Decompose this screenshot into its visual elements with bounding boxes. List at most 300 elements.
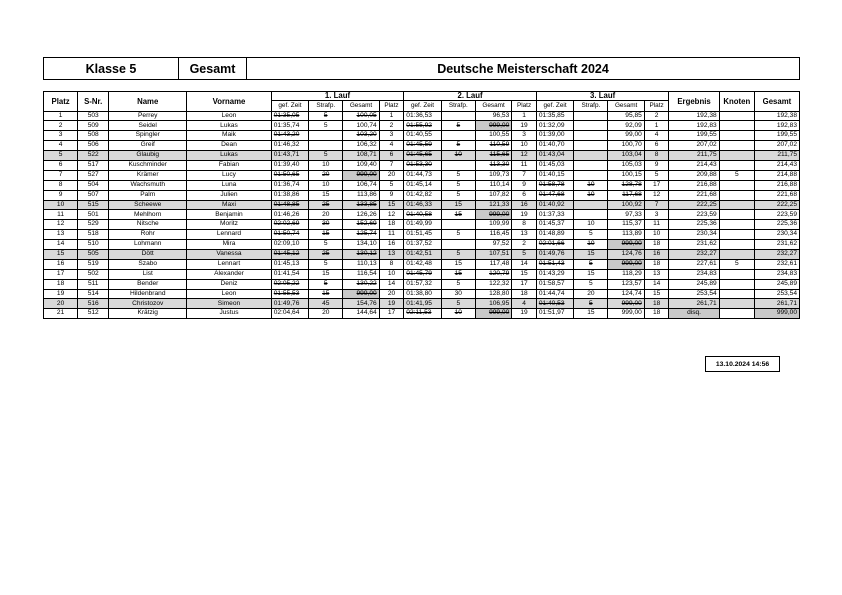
cell-platz-lauf-1: 19 <box>379 299 404 309</box>
cell-ergebnis: 222,25 <box>669 200 719 210</box>
cell-vorname: Vanessa <box>187 249 271 259</box>
cell-snr: 511 <box>78 279 109 289</box>
cell-strafp-lauf-3 <box>574 151 608 161</box>
cell-vorname: Dean <box>187 141 271 151</box>
cell-name: Palm <box>109 190 187 200</box>
cell-gesamt-lauf-1: 126,26 <box>343 210 379 220</box>
cell-knoten <box>719 190 754 200</box>
cell-platz: 15 <box>44 249 78 259</box>
subheader-strafp-lauf-2: Strafp. <box>441 100 475 111</box>
cell-zeit-lauf-3: 01:58,57 <box>536 279 573 289</box>
cell-name: Szabo <box>109 259 187 269</box>
cell-snr: 512 <box>78 309 109 319</box>
cell-knoten: 5 <box>719 170 754 180</box>
cell-strafp-lauf-2 <box>441 160 475 170</box>
cell-gesamt-lauf-3: 95,85 <box>608 111 644 121</box>
table-row <box>44 249 800 259</box>
cell-gesamt: 207,02 <box>754 141 799 151</box>
cell-vorname: Luna <box>187 180 271 190</box>
cell-knoten <box>719 151 754 161</box>
cell-platz: 19 <box>44 289 78 299</box>
cell-platz-lauf-1: 16 <box>379 240 404 250</box>
cell-vorname: Lucy <box>187 170 271 180</box>
cell-gesamt-lauf-3: 999,00 <box>608 309 644 319</box>
cell-knoten <box>719 141 754 151</box>
cell-strafp-lauf-3: 10 <box>574 220 608 230</box>
cell-vorname: Deniz <box>187 279 271 289</box>
cell-zeit-lauf-3: 01:37,33 <box>536 210 573 220</box>
cell-vorname: Benjamin <box>187 210 271 220</box>
cell-knoten <box>719 200 754 210</box>
cell-strafp-lauf-1: 10 <box>309 180 343 190</box>
cell-platz-lauf-1: 18 <box>379 220 404 230</box>
cell-zeit-lauf-2: 01:40,58 <box>404 210 441 220</box>
cell-vorname: Lukas <box>187 121 271 131</box>
cell-zeit-lauf-3: 01:43,04 <box>536 151 573 161</box>
cell-gesamt-lauf-2: 122,32 <box>475 279 511 289</box>
cell-zeit-lauf-3: 01:32,09 <box>536 121 573 131</box>
cell-platz: 18 <box>44 279 78 289</box>
cell-strafp-lauf-1: 15 <box>309 190 343 200</box>
cell-zeit-lauf-3: 01:48,89 <box>536 230 573 240</box>
cell-strafp-lauf-3: 10 <box>574 180 608 190</box>
cell-strafp-lauf-1: 10 <box>309 160 343 170</box>
cell-zeit-lauf-1: 02:09,10 <box>271 240 308 250</box>
cell-platz: 7 <box>44 170 78 180</box>
cell-gesamt-lauf-3: 100,92 <box>608 200 644 210</box>
cell-strafp-lauf-1: 25 <box>309 249 343 259</box>
cell-snr: 503 <box>78 111 109 121</box>
cell-zeit-lauf-3: 01:40,15 <box>536 170 573 180</box>
cell-gesamt-lauf-2: 110,14 <box>475 180 511 190</box>
cell-gesamt-lauf-1: 130,12 <box>343 249 379 259</box>
cell-platz-lauf-2: 17 <box>512 279 537 289</box>
cell-gesamt-lauf-3: 999,00 <box>608 240 644 250</box>
cell-strafp-lauf-2: 5 <box>441 190 475 200</box>
cell-name: Krämer <box>109 170 187 180</box>
cell-platz-lauf-3: 6 <box>644 141 669 151</box>
table-row <box>44 210 800 220</box>
cell-strafp-lauf-1 <box>309 141 343 151</box>
cell-strafp-lauf-2: 10 <box>441 309 475 319</box>
cell-platz: 1 <box>44 111 78 121</box>
subheader-gesamt-lauf-3: Gesamt <box>608 100 644 111</box>
cell-gesamt: 192,83 <box>754 121 799 131</box>
cell-platz: 3 <box>44 131 78 141</box>
cell-strafp-lauf-2: 5 <box>441 180 475 190</box>
cell-gesamt-lauf-2: 106,95 <box>475 299 511 309</box>
cell-snr: 501 <box>78 210 109 220</box>
cell-strafp-lauf-1: 5 <box>309 121 343 131</box>
cell-platz-lauf-1: 6 <box>379 151 404 161</box>
cell-platz: 14 <box>44 240 78 250</box>
cell-zeit-lauf-1: 02:05,22 <box>271 279 308 289</box>
cell-snr: 505 <box>78 249 109 259</box>
cell-platz-lauf-2: 9 <box>512 180 537 190</box>
cell-strafp-lauf-3 <box>574 170 608 180</box>
cell-platz-lauf-3: 9 <box>644 160 669 170</box>
cell-zeit-lauf-2: 01:45,59 <box>404 141 441 151</box>
cell-platz-lauf-1: 17 <box>379 309 404 319</box>
cell-gesamt: 230,34 <box>754 230 799 240</box>
cell-platz: 6 <box>44 160 78 170</box>
cell-platz-lauf-2: 10 <box>512 141 537 151</box>
cell-gesamt-lauf-3: 999,00 <box>608 299 644 309</box>
cell-snr: 516 <box>78 299 109 309</box>
cell-platz-lauf-2: 19 <box>512 121 537 131</box>
cell-platz-lauf-3: 4 <box>644 131 669 141</box>
table-row <box>44 309 800 319</box>
cell-ergebnis: disq. <box>669 309 719 319</box>
cell-vorname: Mira <box>187 240 271 250</box>
cell-strafp-lauf-2 <box>441 220 475 230</box>
cell-strafp-lauf-3: 5 <box>574 230 608 240</box>
cell-zeit-lauf-1: 02:04,64 <box>271 309 308 319</box>
cell-gesamt-lauf-3: 124,76 <box>608 249 644 259</box>
cell-gesamt-lauf-3: 103,04 <box>608 151 644 161</box>
cell-knoten <box>719 299 754 309</box>
cell-snr: 507 <box>78 190 109 200</box>
cell-platz-lauf-1: 9 <box>379 190 404 200</box>
cell-gesamt: 234,83 <box>754 269 799 279</box>
cell-name: Krätzig <box>109 309 187 319</box>
cell-strafp-lauf-3 <box>574 111 608 121</box>
table-row <box>44 151 800 161</box>
subheader-platz-lauf-1: Platz <box>379 100 404 111</box>
cell-platz-lauf-2: 19 <box>512 309 537 319</box>
cell-strafp-lauf-2: 15 <box>441 259 475 269</box>
event-header <box>43 57 800 80</box>
cell-zeit-lauf-1: 01:55,53 <box>271 289 308 299</box>
cell-platz-lauf-2: 2 <box>512 240 537 250</box>
cell-ergebnis: 214,43 <box>669 160 719 170</box>
cell-knoten <box>719 289 754 299</box>
cell-snr: 506 <box>78 141 109 151</box>
cell-gesamt-lauf-2: 117,48 <box>475 259 511 269</box>
table-row <box>44 160 800 170</box>
cell-knoten <box>719 230 754 240</box>
cell-strafp-lauf-1: 15 <box>309 269 343 279</box>
cell-platz: 10 <box>44 200 78 210</box>
cell-platz-lauf-2: 11 <box>512 160 537 170</box>
cell-gesamt-lauf-1: 100,05 <box>343 111 379 121</box>
cell-strafp-lauf-3: 5 <box>574 259 608 269</box>
subheader-strafp-lauf-3: Strafp. <box>574 100 608 111</box>
table-row <box>44 220 800 230</box>
cell-gesamt-lauf-2: 97,52 <box>475 240 511 250</box>
cell-platz-lauf-2: 15 <box>512 269 537 279</box>
cell-knoten <box>719 269 754 279</box>
cell-platz-lauf-3: 18 <box>644 309 669 319</box>
cell-platz-lauf-2: 19 <box>512 210 537 220</box>
cell-zeit-lauf-2: 01:45,14 <box>404 180 441 190</box>
cell-platz-lauf-2: 3 <box>512 131 537 141</box>
cell-snr: 510 <box>78 240 109 250</box>
cell-zeit-lauf-1: 01:38,86 <box>271 190 308 200</box>
cell-knoten <box>719 131 754 141</box>
cell-platz: 17 <box>44 269 78 279</box>
cell-zeit-lauf-2: 01:38,80 <box>404 289 441 299</box>
cell-platz-lauf-2: 8 <box>512 220 537 230</box>
cell-knoten <box>719 180 754 190</box>
cell-ergebnis: 223,59 <box>669 210 719 220</box>
cell-platz-lauf-3: 15 <box>644 289 669 299</box>
cell-strafp-lauf-3 <box>574 121 608 131</box>
subheader-gef-zeit-lauf-2: gef. Zeit <box>404 100 441 111</box>
cell-vorname: Justus <box>187 309 271 319</box>
cell-platz-lauf-3: 2 <box>644 111 669 121</box>
cell-platz-lauf-1: 11 <box>379 230 404 240</box>
cell-platz-lauf-3: 5 <box>644 170 669 180</box>
event-title: Deutsche Meisterschaft 2024 <box>246 58 799 79</box>
cell-zeit-lauf-3: 01:35,85 <box>536 111 573 121</box>
cell-platz-lauf-1: 14 <box>379 279 404 289</box>
cell-platz-lauf-1: 5 <box>379 180 404 190</box>
subheader-gef-zeit-lauf-1: gef. Zeit <box>271 100 308 111</box>
cell-strafp-lauf-3 <box>574 160 608 170</box>
cell-knoten <box>719 160 754 170</box>
overall-label: Gesamt <box>178 58 246 79</box>
cell-platz-lauf-3: 12 <box>644 190 669 200</box>
cell-zeit-lauf-2: 01:46,33 <box>404 200 441 210</box>
cell-name: List <box>109 269 187 279</box>
cell-platz-lauf-3: 14 <box>644 279 669 289</box>
cell-zeit-lauf-2: 01:37,52 <box>404 240 441 250</box>
cell-platz-lauf-1: 3 <box>379 131 404 141</box>
table-row <box>44 269 800 279</box>
col-header-ergebnis: Ergebnis <box>669 92 719 112</box>
cell-knoten <box>719 249 754 259</box>
col-header-snr: S-Nr. <box>78 92 109 112</box>
cell-gesamt: 231,62 <box>754 240 799 250</box>
cell-knoten <box>719 121 754 131</box>
cell-gesamt-lauf-3: 100,15 <box>608 170 644 180</box>
cell-gesamt-lauf-2: 113,30 <box>475 160 511 170</box>
cell-platz-lauf-2: 14 <box>512 259 537 269</box>
cell-platz: 12 <box>44 220 78 230</box>
table-row <box>44 180 800 190</box>
cell-gesamt-lauf-3: 100,70 <box>608 141 644 151</box>
cell-gesamt: 216,88 <box>754 180 799 190</box>
cell-gesamt-lauf-2: 110,59 <box>475 141 511 151</box>
cell-strafp-lauf-1: 20 <box>309 170 343 180</box>
cell-gesamt-lauf-1: 100,74 <box>343 121 379 131</box>
cell-zeit-lauf-2: 02:11,53 <box>404 309 441 319</box>
cell-platz: 4 <box>44 141 78 151</box>
cell-zeit-lauf-2: 01:36,53 <box>404 111 441 121</box>
cell-gesamt-lauf-2: 999,00 <box>475 210 511 220</box>
cell-platz-lauf-3: 1 <box>644 121 669 131</box>
cell-gesamt: 225,36 <box>754 220 799 230</box>
cell-strafp-lauf-1: 5 <box>309 151 343 161</box>
cell-platz-lauf-3: 13 <box>644 269 669 279</box>
table-row <box>44 279 800 289</box>
cell-strafp-lauf-2: 5 <box>441 279 475 289</box>
table-row <box>44 230 800 240</box>
cell-zeit-lauf-2: 01:40,55 <box>404 131 441 141</box>
cell-ergebnis: 221,68 <box>669 190 719 200</box>
cell-ergebnis: 211,75 <box>669 151 719 161</box>
cell-platz: 8 <box>44 180 78 190</box>
cell-gesamt-lauf-1: 113,86 <box>343 190 379 200</box>
cell-gesamt-lauf-3: 999,00 <box>608 259 644 269</box>
cell-zeit-lauf-2: 01:42,48 <box>404 259 441 269</box>
cell-gesamt: 211,75 <box>754 151 799 161</box>
cell-ergebnis: 253,54 <box>669 289 719 299</box>
cell-vorname: Alexander <box>187 269 271 279</box>
cell-strafp-lauf-3: 5 <box>574 279 608 289</box>
cell-strafp-lauf-1 <box>309 131 343 141</box>
cell-gesamt: 214,43 <box>754 160 799 170</box>
cell-gesamt-lauf-2: 107,51 <box>475 249 511 259</box>
cell-platz-lauf-2: 1 <box>512 111 537 121</box>
cell-gesamt-lauf-3: 124,74 <box>608 289 644 299</box>
cell-zeit-lauf-1: 01:39,40 <box>271 160 308 170</box>
cell-snr: 504 <box>78 180 109 190</box>
table-row <box>44 289 800 299</box>
cell-strafp-lauf-3 <box>574 200 608 210</box>
cell-zeit-lauf-2: 01:44,73 <box>404 170 441 180</box>
cell-knoten <box>719 210 754 220</box>
cell-name: Bender <box>109 279 187 289</box>
cell-snr: 518 <box>78 230 109 240</box>
cell-zeit-lauf-1: 02:02,69 <box>271 220 308 230</box>
cell-zeit-lauf-1: 01:45,12 <box>271 249 308 259</box>
cell-ergebnis: 232,27 <box>669 249 719 259</box>
cell-knoten <box>719 111 754 121</box>
cell-zeit-lauf-2: 01:53,30 <box>404 160 441 170</box>
cell-name: Nitsche <box>109 220 187 230</box>
cell-gesamt: 245,89 <box>754 279 799 289</box>
cell-strafp-lauf-2: 15 <box>441 210 475 220</box>
cell-name: Wachsmuth <box>109 180 187 190</box>
cell-platz-lauf-1: 10 <box>379 269 404 279</box>
cell-snr: 502 <box>78 269 109 279</box>
cell-gesamt-lauf-2: 128,80 <box>475 289 511 299</box>
cell-strafp-lauf-2: 5 <box>441 299 475 309</box>
cell-knoten <box>719 309 754 319</box>
cell-zeit-lauf-1: 01:49,76 <box>271 299 308 309</box>
cell-snr: 529 <box>78 220 109 230</box>
cell-gesamt-lauf-3: 99,00 <box>608 131 644 141</box>
cell-gesamt: 222,25 <box>754 200 799 210</box>
cell-platz: 9 <box>44 190 78 200</box>
cell-strafp-lauf-1: 5 <box>309 240 343 250</box>
cell-platz: 20 <box>44 299 78 309</box>
cell-strafp-lauf-2 <box>441 131 475 141</box>
table-row <box>44 111 800 121</box>
results-table <box>43 91 800 319</box>
col-header-vorname: Vorname <box>187 92 271 112</box>
cell-strafp-lauf-1: 5 <box>309 279 343 289</box>
cell-name: Greif <box>109 141 187 151</box>
cell-knoten: 5 <box>719 259 754 269</box>
subheader-gef-zeit-lauf-3: gef. Zeit <box>536 100 573 111</box>
cell-zeit-lauf-3: 01:49,76 <box>536 249 573 259</box>
cell-gesamt: 261,71 <box>754 299 799 309</box>
cell-platz-lauf-3: 18 <box>644 240 669 250</box>
cell-zeit-lauf-3: 01:40,92 <box>536 200 573 210</box>
cell-strafp-lauf-2: 5 <box>441 170 475 180</box>
table-row <box>44 190 800 200</box>
cell-zeit-lauf-1: 01:48,85 <box>271 200 308 210</box>
cell-gesamt-lauf-3: 115,37 <box>608 220 644 230</box>
cell-zeit-lauf-2: 01:57,32 <box>404 279 441 289</box>
cell-zeit-lauf-1: 01:46,32 <box>271 141 308 151</box>
col-header-lauf-2: 2. Lauf <box>404 92 537 101</box>
subheader-gesamt-lauf-1: Gesamt <box>343 100 379 111</box>
col-header-lauf-3: 3. Lauf <box>536 92 669 101</box>
cell-zeit-lauf-3: 01:51,43 <box>536 259 573 269</box>
cell-zeit-lauf-2: 01:45,65 <box>404 151 441 161</box>
cell-name: Lohmann <box>109 240 187 250</box>
cell-strafp-lauf-2: 5 <box>441 230 475 240</box>
cell-gesamt-lauf-2: 999,00 <box>475 121 511 131</box>
cell-gesamt: 221,68 <box>754 190 799 200</box>
cell-zeit-lauf-1: 01:35,05 <box>271 111 308 121</box>
cell-strafp-lauf-3 <box>574 141 608 151</box>
cell-gesamt-lauf-3: 128,78 <box>608 180 644 190</box>
cell-strafp-lauf-3: 20 <box>574 289 608 299</box>
cell-ergebnis: 234,83 <box>669 269 719 279</box>
cell-platz: 5 <box>44 151 78 161</box>
cell-ergebnis: 209,88 <box>669 170 719 180</box>
cell-platz-lauf-1: 8 <box>379 259 404 269</box>
cell-zeit-lauf-3: 01:58,78 <box>536 180 573 190</box>
cell-zeit-lauf-1: 01:43,71 <box>271 151 308 161</box>
timestamp: 13.10.2024 14:56 <box>705 356 780 372</box>
cell-zeit-lauf-1: 01:35,74 <box>271 121 308 131</box>
cell-zeit-lauf-1: 01:43,20 <box>271 131 308 141</box>
cell-platz-lauf-2: 6 <box>512 190 537 200</box>
cell-platz: 21 <box>44 309 78 319</box>
cell-platz-lauf-2: 18 <box>512 289 537 299</box>
cell-zeit-lauf-1: 01:50,65 <box>271 170 308 180</box>
cell-strafp-lauf-1: 15 <box>309 230 343 240</box>
cell-gesamt-lauf-1: 103,20 <box>343 131 379 141</box>
cell-gesamt-lauf-1: 130,22 <box>343 279 379 289</box>
cell-platz-lauf-2: 4 <box>512 299 537 309</box>
cell-platz-lauf-3: 18 <box>644 259 669 269</box>
cell-gesamt-lauf-2: 107,82 <box>475 190 511 200</box>
cell-zeit-lauf-2: 01:42,82 <box>404 190 441 200</box>
cell-platz-lauf-1: 4 <box>379 141 404 151</box>
class-label: Klasse 5 <box>85 61 137 76</box>
cell-platz-lauf-3: 10 <box>644 230 669 240</box>
cell-strafp-lauf-2: 15 <box>441 200 475 210</box>
cell-zeit-lauf-2: 01:42,51 <box>404 249 441 259</box>
cell-strafp-lauf-2: 15 <box>441 269 475 279</box>
cell-strafp-lauf-1: 25 <box>309 200 343 210</box>
cell-platz-lauf-2: 13 <box>512 230 537 240</box>
cell-ergebnis: 230,34 <box>669 230 719 240</box>
cell-platz-lauf-1: 15 <box>379 200 404 210</box>
cell-name: Mehlhorn <box>109 210 187 220</box>
cell-strafp-lauf-1: 15 <box>309 289 343 299</box>
cell-name: Seidel <box>109 121 187 131</box>
cell-name: Rohr <box>109 230 187 240</box>
cell-gesamt-lauf-3: 97,33 <box>608 210 644 220</box>
cell-strafp-lauf-3: 15 <box>574 249 608 259</box>
cell-platz-lauf-1: 20 <box>379 170 404 180</box>
cell-gesamt-lauf-3: 123,57 <box>608 279 644 289</box>
table-row <box>44 141 800 151</box>
cell-vorname: Lukas <box>187 151 271 161</box>
cell-vorname: Lennard <box>187 230 271 240</box>
cell-platz-lauf-1: 7 <box>379 160 404 170</box>
cell-gesamt-lauf-2: 121,33 <box>475 200 511 210</box>
cell-strafp-lauf-2 <box>441 240 475 250</box>
